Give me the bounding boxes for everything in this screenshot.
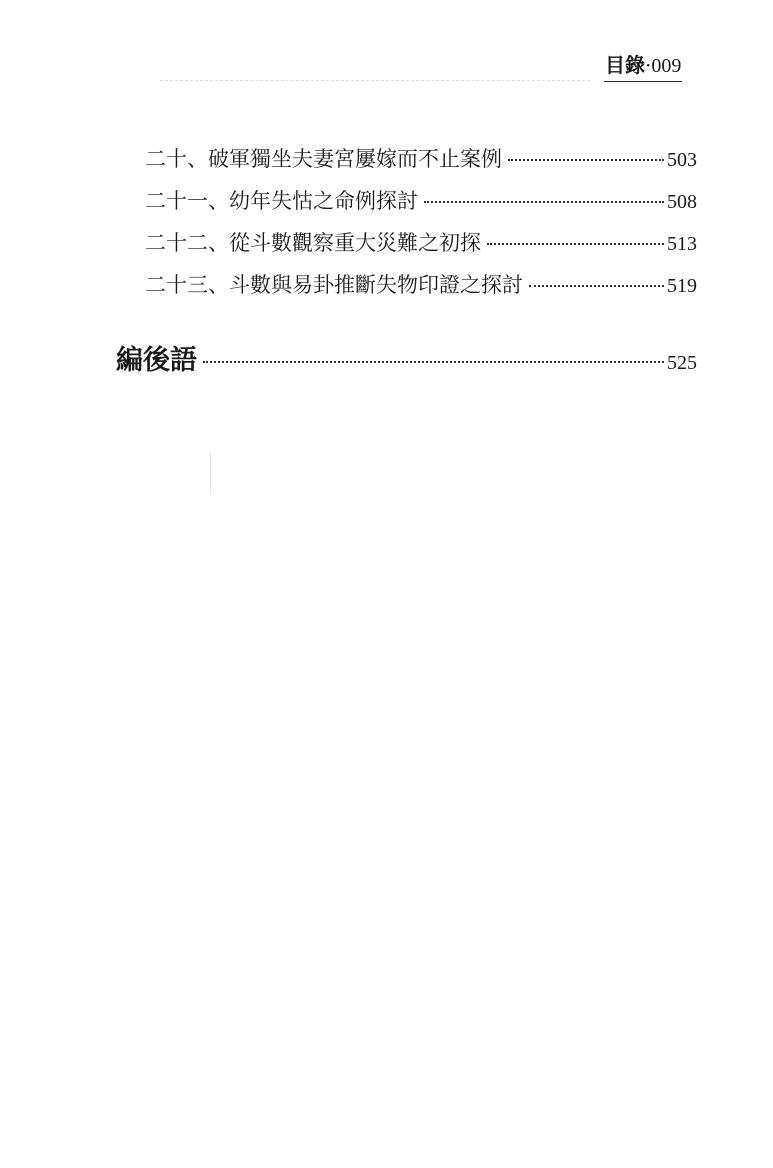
toc-entry-title: 二十一、幼年失怙之命例探討 [145, 189, 418, 213]
toc-entry-title: 二十三、斗數與易卦推斷失物印證之探討 [145, 273, 523, 297]
toc-leader-dots [203, 361, 664, 363]
header-underline [604, 81, 682, 82]
chapter-page: 525 [667, 352, 697, 374]
toc-entry-page: 508 [667, 191, 697, 213]
header-separator: · [645, 53, 652, 77]
toc-entry-page: 519 [667, 275, 697, 297]
toc-entry-page: 513 [667, 233, 697, 255]
scan-artifact [210, 452, 211, 494]
toc-entry[interactable] [145, 228, 697, 270]
toc-leader-dots [487, 243, 664, 245]
toc-leader-dots [508, 159, 664, 161]
chapter-title: 編後語 [116, 345, 197, 376]
header-section-title: 目錄 [605, 53, 645, 77]
toc-entry[interactable] [145, 144, 697, 186]
running-header [605, 52, 705, 79]
toc-leader-dots [529, 285, 664, 287]
toc-entry[interactable] [145, 186, 697, 228]
toc-entry-page: 503 [667, 149, 697, 171]
header-page-number: 009 [651, 55, 682, 77]
scan-artifact [160, 80, 590, 83]
toc-entry[interactable] [145, 270, 697, 312]
toc-entry-title: 二十二、從斗數觀察重大災難之初探 [145, 231, 481, 255]
toc-entry-title: 二十、破軍獨坐夫妻宮屢嫁而不止案例 [145, 147, 502, 171]
table-of-contents [145, 144, 697, 312]
toc-leader-dots [424, 201, 664, 203]
toc-chapter-entry[interactable] [116, 343, 697, 379]
